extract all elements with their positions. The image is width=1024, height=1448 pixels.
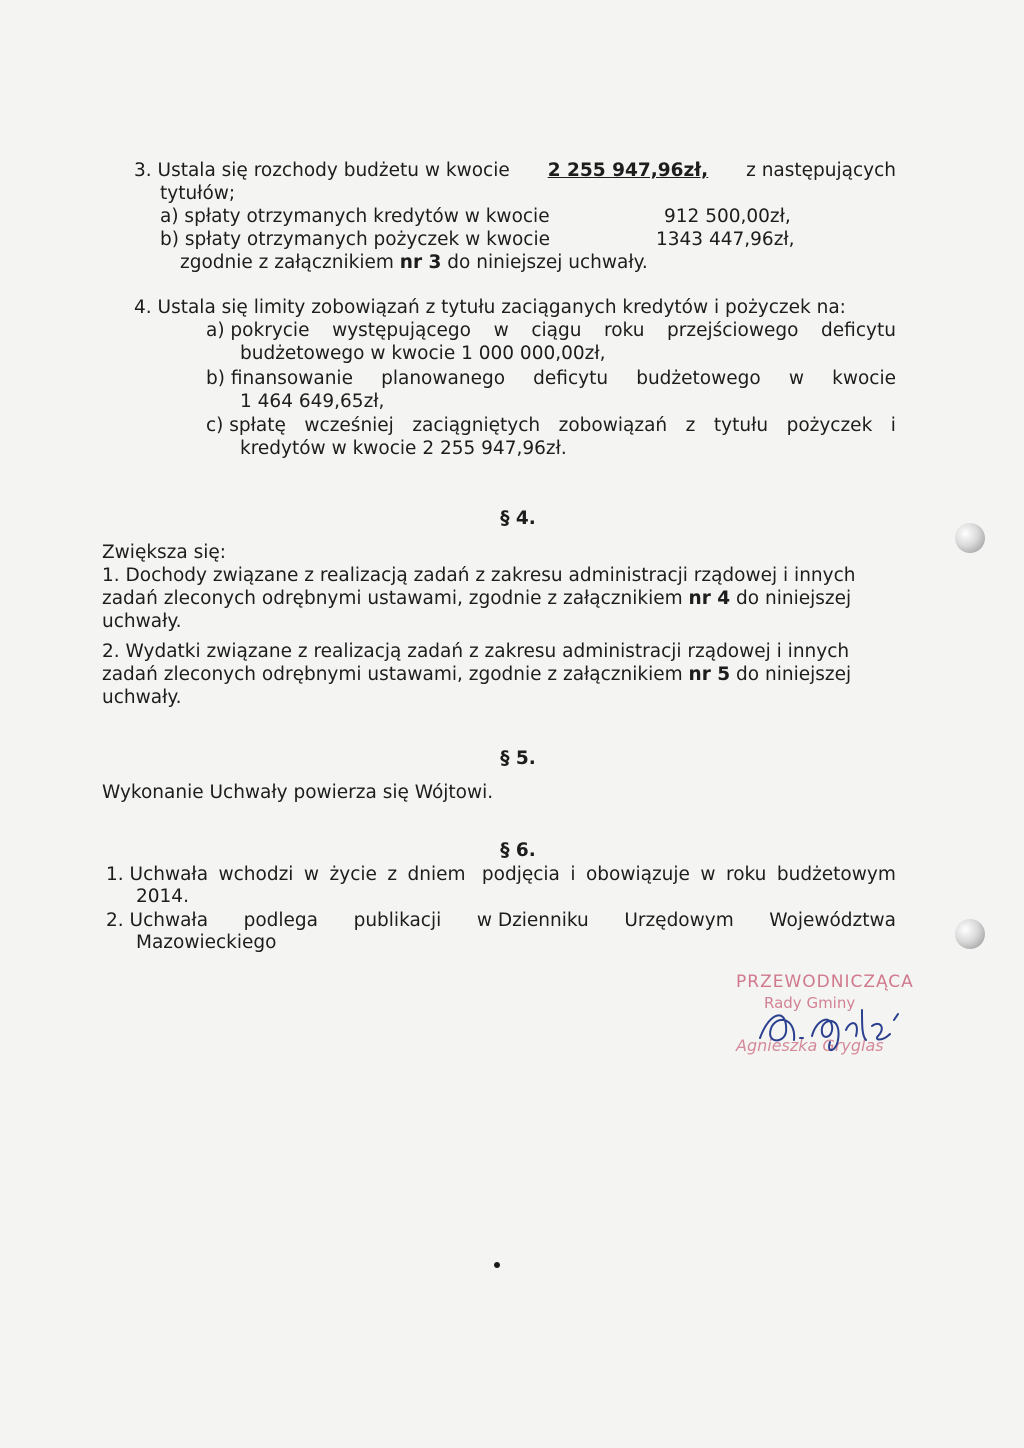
section3-item-a-label: a) spłaty otrzymanych kredytów w kwocie bbox=[160, 206, 550, 227]
par5-text: Wykonanie Uchwały powierza się Wójtowi. bbox=[102, 782, 494, 803]
section3-note-end: do niniejszej uchwały. bbox=[447, 252, 648, 273]
par6-p1-line2: 2014. bbox=[136, 886, 189, 907]
par6-p2-line2: Mazowieckiego bbox=[136, 932, 277, 953]
stamp bbox=[728, 968, 928, 1068]
section4-a-w4: ciągu bbox=[531, 320, 582, 341]
section4-line1: 4. Ustala się limity zobowiązań z tytułu zaciąganych kredytów i pożyczek na: bbox=[134, 297, 846, 318]
stamp-line3: Agnieszka Gryglas bbox=[736, 1036, 884, 1055]
section3-item-b-value: 1343 447,96zł, bbox=[656, 229, 795, 250]
par4-p1-line1: 1. Dochody związane z realizacją zadań z zakresu administracji rządowej i innych bbox=[102, 565, 856, 586]
signature-image bbox=[750, 980, 920, 1060]
stamp-line1: PRZEWODNICZĄCA bbox=[736, 972, 914, 992]
par6-heading: § 6. bbox=[500, 840, 536, 861]
par4-p2-line2: zadań zleconych odrębnymi ustawami, zgodnie z załącznikiem nr 5 do niniejszej bbox=[102, 664, 852, 685]
section3-line2: tytułów; bbox=[160, 183, 236, 204]
par4-intro: Zwiększa się: bbox=[102, 542, 226, 563]
section3-item-b-label: b) spłaty otrzymanych pożyczek w kwocie bbox=[160, 229, 550, 250]
par6-p1-line1: 1. Uchwała wchodzi w życie z dniem podjęcia i obowiązuje w roku budżetowym bbox=[106, 864, 896, 885]
par4-heading: § 4. bbox=[500, 508, 536, 529]
section3-note-start: zgodnie z załącznikiem bbox=[180, 252, 394, 273]
section4-item-c-line2: kredytów w kwocie 2 255 947,96zł. bbox=[240, 438, 567, 459]
section4-item-b-line1: b) finansowanie planowanego deficytu budżetowego w kwocie bbox=[206, 368, 896, 389]
par4-p2-line1: 2. Wydatki związane z realizacją zadań z zakresu administracji rządowej i innych bbox=[102, 641, 850, 662]
section4-item-a-line1 bbox=[206, 320, 896, 342]
section3-line1-end: z następujących bbox=[746, 160, 896, 181]
punch-hole-bottom bbox=[955, 919, 985, 949]
par4-p1-line3: uchwały. bbox=[102, 611, 182, 632]
par6-p2-line1: 2. Uchwała podlega publikacji w Dzienniku Urzędowym Województwa bbox=[106, 910, 896, 931]
section4-a-w2: występującego bbox=[332, 320, 471, 341]
par4-p1-bold: nr 4 bbox=[688, 588, 731, 609]
section3-item-a-value: 912 500,00zł, bbox=[664, 206, 791, 227]
section3-line1 bbox=[134, 160, 896, 182]
section4-a-w7: deficytu bbox=[821, 320, 896, 341]
par4-p2-bold: nr 5 bbox=[688, 664, 731, 685]
section4-a-w1: a) pokrycie bbox=[206, 320, 310, 341]
punch-hole-top bbox=[955, 523, 985, 553]
par5-heading: § 5. bbox=[500, 748, 536, 769]
section4-item-a-line2: budżetowego w kwocie 1 000 000,00zł, bbox=[240, 343, 606, 364]
section4-item-c-line1: c) spłatę wcześniej zaciągniętych zobowiązań z tytułu pożyczek i bbox=[206, 415, 896, 436]
section3-note bbox=[180, 252, 648, 274]
section3-line1-start: 3. Ustala się rozchody budżetu w kwocie bbox=[134, 160, 510, 181]
par4-p1-line2: zadań zleconych odrębnymi ustawami, zgodnie z załącznikiem nr 4 do niniejszej bbox=[102, 588, 852, 609]
stamp-line2: Rady Gminy bbox=[764, 994, 856, 1012]
section4-a-w3: w bbox=[493, 320, 509, 341]
section4-a-w6: przejściowego bbox=[667, 320, 799, 341]
par4-p2-line3: uchwały. bbox=[102, 687, 182, 708]
ink-speck bbox=[494, 1262, 500, 1268]
section3-amount: 2 255 947,96zł, bbox=[547, 160, 709, 181]
section3-note-bold: nr 3 bbox=[399, 252, 442, 273]
section4-a-w5: roku bbox=[604, 320, 645, 341]
section4-item-b-line2: 1 464 649,65zł, bbox=[240, 391, 385, 412]
